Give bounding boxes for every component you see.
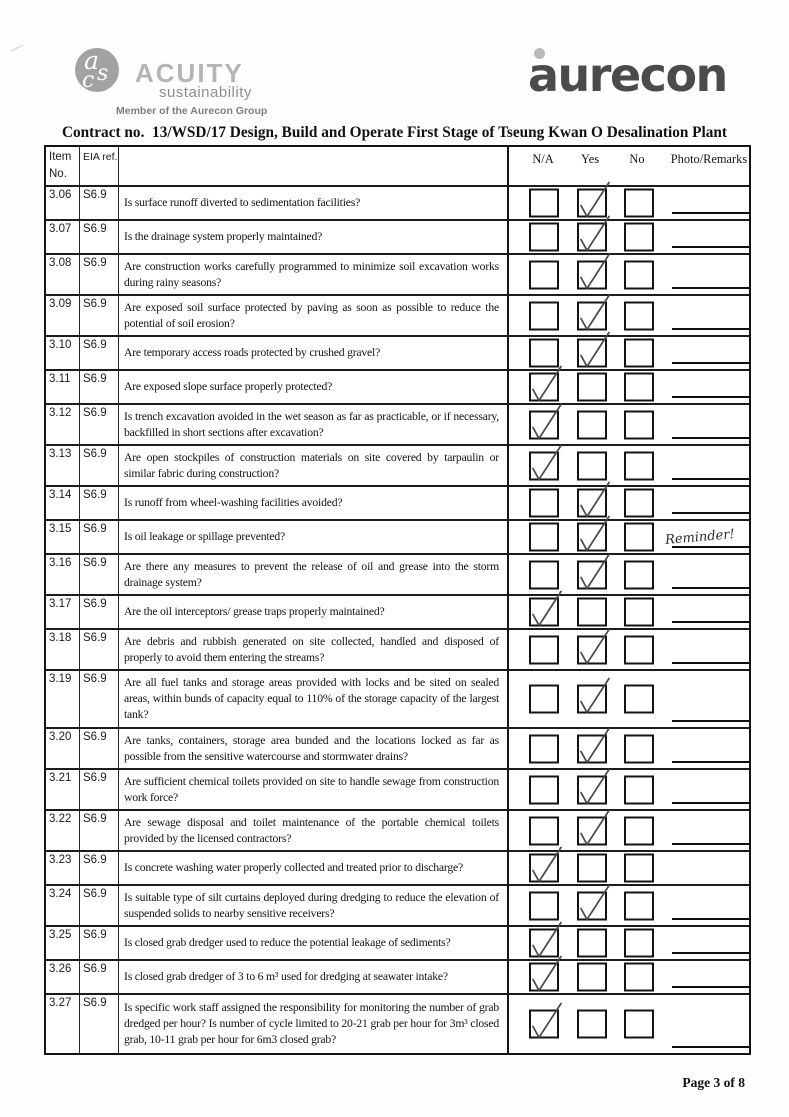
item-number: 3.16 [46,555,80,594]
question-text: Is surface runoff diverted to sedimentation facilities? [124,196,361,209]
remarks-line [672,802,750,804]
checkbox-yes[interactable] [577,373,607,402]
item-number: 3.09 [46,296,80,335]
checkbox-no[interactable] [624,523,654,552]
acuity-monogram-icon [74,47,120,93]
answer-cell [509,995,749,1053]
question-cell [119,811,509,850]
scan-artifact [6,36,23,52]
eia-ref: S6.9 [80,405,119,444]
question-cell [119,296,509,335]
header-eia-ref [80,147,119,185]
question-cell [119,927,509,959]
checkbox-na[interactable] [529,189,559,218]
checkmark-icon [573,622,615,668]
question-cell [119,221,509,253]
checkbox-no[interactable] [624,635,654,664]
question-cell [119,405,509,444]
remarks-line [672,843,750,845]
question-cell [119,187,509,219]
checkmark-icon [573,247,615,293]
remarks-line [672,952,750,954]
checkbox-na[interactable] [529,451,559,480]
checkbox-no[interactable] [624,685,654,714]
checkmark-icon [525,841,567,887]
answer-cell [509,961,749,993]
checkbox-yes[interactable] [577,963,607,992]
question-cell [119,446,509,485]
question-cell [119,255,509,294]
item-number: 3.22 [46,811,80,850]
question-cell [119,995,509,1053]
monogram-letter-a: a [84,47,99,75]
question-cell [119,729,509,768]
question-text: Are there any measures to prevent the release of oil and grease into the storm drainage system? [124,559,499,589]
eia-ref: S6.9 [80,337,119,369]
answer-cell [509,521,749,553]
remarks-line [672,512,750,514]
checkbox-no[interactable] [624,339,654,368]
remarks-line [672,986,750,988]
checkmark-icon [525,997,567,1043]
question-text: Are sufficient chemical toilets provided on site to handle sewage from construction work force? [124,774,499,804]
handwritten-remark: Reminder! [664,526,736,549]
answer-cell [509,221,749,253]
checkbox-na[interactable] [529,301,559,330]
question-text: Are debris and rubbish generated on site collected, handled and disposed of properly to avoid them entering the streams? [124,634,499,664]
header-item-no [46,147,80,185]
monogram-letter-c: c [82,68,95,93]
checkbox-na[interactable] [529,489,559,518]
checkbox-yes[interactable] [577,685,607,714]
item-number: 3.26 [46,961,80,993]
question-cell [119,337,509,369]
checkbox-no[interactable] [624,301,654,330]
checkbox-no[interactable] [624,560,654,589]
checkbox-no[interactable] [624,816,654,845]
question-text: Are sewage disposal and toilet maintenance of the portable chemical toilets provided by the licensed contractors? [124,815,499,845]
question-cell [119,487,509,519]
remarks-line [672,621,750,623]
question-text: Is runoff from wheel-washing facilities avoided? [124,496,343,509]
checkbox-na[interactable] [529,963,559,992]
checkmark-icon [573,672,615,718]
question-cell [119,596,509,628]
item-number: 3.06 [46,187,80,219]
item-number: 3.08 [46,255,80,294]
checkmark-icon [573,547,615,593]
eia-ref: S6.9 [80,995,119,1053]
table-row [46,555,749,596]
table-row [46,221,749,255]
table-row [46,961,749,995]
acuity-subtitle: sustainability [159,84,252,101]
page-title: Contract no. 13/WSD/17 Design, Build and Operate First Stage of Tseung Kwan O Desalination Plant [61,124,728,141]
table-row [46,405,749,446]
checkbox-na[interactable] [529,523,559,552]
item-number: 3.14 [46,487,80,519]
table-row [46,337,749,371]
answer-cell [509,446,749,485]
checkbox-na[interactable] [529,260,559,289]
remarks-line [672,662,750,664]
question-cell [119,521,509,553]
checkbox-yes[interactable] [577,891,607,920]
header-answer-columns [509,147,749,185]
eia-ref: S6.9 [80,630,119,669]
remarks-line [672,918,750,920]
header-question-column [119,147,509,185]
item-number: 3.24 [46,886,80,925]
eia-ref: S6.9 [80,770,119,809]
table-row [46,630,749,671]
checkbox-na[interactable] [529,635,559,664]
checkbox-no[interactable] [624,260,654,289]
remarks-line [672,720,750,722]
eia-ref: S6.9 [80,886,119,925]
header-item-line2: No. [49,168,67,180]
checkbox-yes[interactable] [577,260,607,289]
checklist-table [44,145,751,1055]
table-row [46,770,749,811]
remarks-line [672,587,750,589]
eia-ref: S6.9 [80,555,119,594]
checkbox-no[interactable] [624,775,654,804]
question-text: Is closed grab dredger of 3 to 6 m³ used for dredging at seawater intake? [124,970,448,983]
checkbox-na[interactable] [529,685,559,714]
question-text: Is suitable type of silt curtains deployed during dredging to reduce the elevation of suspended solids to nearby sensitive receivers? [124,890,499,920]
checkbox-na[interactable] [529,598,559,627]
answer-cell [509,596,749,628]
eia-ref: S6.9 [80,221,119,253]
answer-cell [509,729,749,768]
item-number: 3.19 [46,671,80,727]
remarks-line [672,362,750,364]
eia-ref: S6.9 [80,446,119,485]
checkmark-icon [525,438,567,484]
checkmark-icon [525,950,567,996]
table-row [46,852,749,886]
table-row [46,927,749,961]
eia-ref: S6.9 [80,596,119,628]
eia-ref: S6.9 [80,961,119,993]
checkbox-no[interactable] [624,489,654,518]
checkbox-no[interactable] [624,373,654,402]
checkbox-yes[interactable] [577,816,607,845]
answer-cell [509,487,749,519]
checkbox-na[interactable] [529,734,559,763]
question-text: Are construction works carefully programmed to minimize soil excavation works during rainy seasons? [124,259,499,289]
checkbox-na[interactable] [529,223,559,252]
answer-cell [509,255,749,294]
question-cell [119,852,509,884]
eia-ref: S6.9 [80,671,119,727]
checkbox-no[interactable] [624,189,654,218]
table-row [46,729,749,770]
eia-ref: S6.9 [80,811,119,850]
remarks-line [672,1046,750,1048]
checkbox-na[interactable] [529,1010,559,1039]
answer-cell [509,187,749,219]
checkbox-no[interactable] [624,854,654,883]
remarks-line [672,437,750,439]
checkmark-icon [573,878,615,924]
item-number: 3.11 [46,371,80,403]
answer-cell [509,296,749,335]
eia-ref: S6.9 [80,729,119,768]
checkmark-icon [573,762,615,808]
remarks-line [672,287,750,289]
table-row [46,255,749,296]
header-item-line1: Item [49,151,72,163]
checkbox-no[interactable] [624,963,654,992]
eia-ref: S6.9 [80,927,119,959]
checkbox-no[interactable] [624,1010,654,1039]
checkbox-yes[interactable] [577,734,607,763]
item-number: 3.15 [46,521,80,553]
item-number: 3.18 [46,630,80,669]
checkbox-yes[interactable] [577,775,607,804]
checkmark-icon [573,803,615,849]
question-text: Is trench excavation avoided in the wet season as far as practicable, or if necessary, backfilled in short sections after excavation? [124,409,499,439]
table-row [46,371,749,405]
table-row [46,811,749,852]
remarks-line [672,761,750,763]
checkbox-yes[interactable] [577,635,607,664]
acuity-tagline: Member of the Aurecon Group [116,105,268,117]
checkbox-yes[interactable] [577,1010,607,1039]
question-cell [119,886,509,925]
eia-ref: S6.9 [80,255,119,294]
question-text: Are the oil interceptors/ grease traps properly maintained? [124,605,385,618]
item-number: 3.13 [46,446,80,485]
checkbox-na[interactable] [529,410,559,439]
answer-cell [509,852,749,884]
remarks-line [672,478,750,480]
checkmark-icon [525,397,567,443]
question-text: Is oil leakage or spillage prevented? [124,530,286,543]
table-row [46,671,749,729]
checkbox-no[interactable] [624,929,654,958]
answer-cell [509,630,749,669]
header-remarks-label: Photo/Remarks [670,152,748,166]
checkmark-icon [573,721,615,767]
item-number: 3.21 [46,770,80,809]
item-number: 3.20 [46,729,80,768]
table-row [46,187,749,221]
checkbox-yes[interactable] [577,560,607,589]
question-text: Is closed grab dredger used to reduce the potential leakage of sediments? [124,936,451,949]
item-number: 3.17 [46,596,80,628]
item-number: 3.23 [46,852,80,884]
eia-ref: S6.9 [80,487,119,519]
table-row [46,521,749,555]
checkbox-no[interactable] [624,734,654,763]
header-no-label: No [629,152,645,166]
checkmark-icon [525,585,567,631]
question-cell [119,770,509,809]
eia-ref: S6.9 [80,371,119,403]
item-number: 3.07 [46,221,80,253]
question-text: Are all fuel tanks and storage areas provided with locks and be sited on sealed areas, within bunds of capacity equal to 110% of the storage capacity of the largest tank? [124,676,499,721]
acuity-brand-text: ACUITY [135,58,244,88]
answer-cell [509,770,749,809]
question-text: Are tanks, containers, storage area bunded and the locations locked as far as possible from the sensitive watercourse and stormwater drains? [124,733,499,763]
question-text: Are temporary access roads protected by crushed gravel? [124,346,381,359]
table-header-row [46,147,749,187]
eia-ref: S6.9 [80,187,119,219]
question-text: Is the drainage system properly maintained? [124,230,323,243]
question-text: Are open stockpiles of construction materials on site covered by tarpaulin or similar fabric during construction? [124,450,499,480]
eia-ref: S6.9 [80,296,119,335]
checkbox-no[interactable] [624,223,654,252]
question-cell [119,371,509,403]
question-text: Are exposed slope surface properly protected? [124,380,333,393]
checkbox-yes[interactable] [577,339,607,368]
eia-ref: S6.9 [80,521,119,553]
checkbox-no[interactable] [624,410,654,439]
table-row [46,995,749,1053]
checkmark-icon [573,326,615,372]
table-row [46,446,749,487]
aurecon-logo: aurecon [528,48,727,102]
checkbox-no[interactable] [624,451,654,480]
item-number: 3.27 [46,995,80,1053]
item-number: 3.10 [46,337,80,369]
monogram-letter-s: s [97,61,109,86]
remarks-line [672,212,750,214]
page-number: Page 3 of 8 [682,1075,745,1090]
checkbox-na[interactable] [529,854,559,883]
question-text: Are exposed soil surface protected by paving as soon as possible to reduce the potential of soil erosion? [124,300,499,330]
remarks-line [672,396,750,398]
question-cell [119,961,509,993]
question-cell [119,630,509,669]
checkbox-yes[interactable] [577,929,607,958]
table-row [46,596,749,630]
table-row [46,296,749,337]
remarks-line [672,246,750,248]
item-number: 3.12 [46,405,80,444]
remarks-line [672,328,750,330]
checkbox-yes[interactable] [577,410,607,439]
eia-ref: S6.9 [80,852,119,884]
question-text: Is concrete washing water properly collected and treated prior to discharge? [124,861,463,874]
header-yes-label: Yes [580,152,600,166]
question-text: Is specific work staff assigned the responsibility for monitoring the number of grab dredged per hour? Is number of cycle limited to 20-21 grab per hour for 3m³ closed grab, 10-11 grab per hour for 6m3 closed grab? [124,1001,499,1046]
question-cell [119,555,509,594]
checkbox-na[interactable] [529,775,559,804]
answer-cell [509,671,749,727]
table-body [46,187,749,1053]
question-cell [119,671,509,727]
header-na-label: N/A [532,152,554,166]
table-row [46,886,749,927]
table-row [46,487,749,521]
checkbox-no[interactable] [624,891,654,920]
header-eia-label: EIA ref. [83,151,118,163]
checkbox-no[interactable] [624,598,654,627]
item-number: 3.25 [46,927,80,959]
